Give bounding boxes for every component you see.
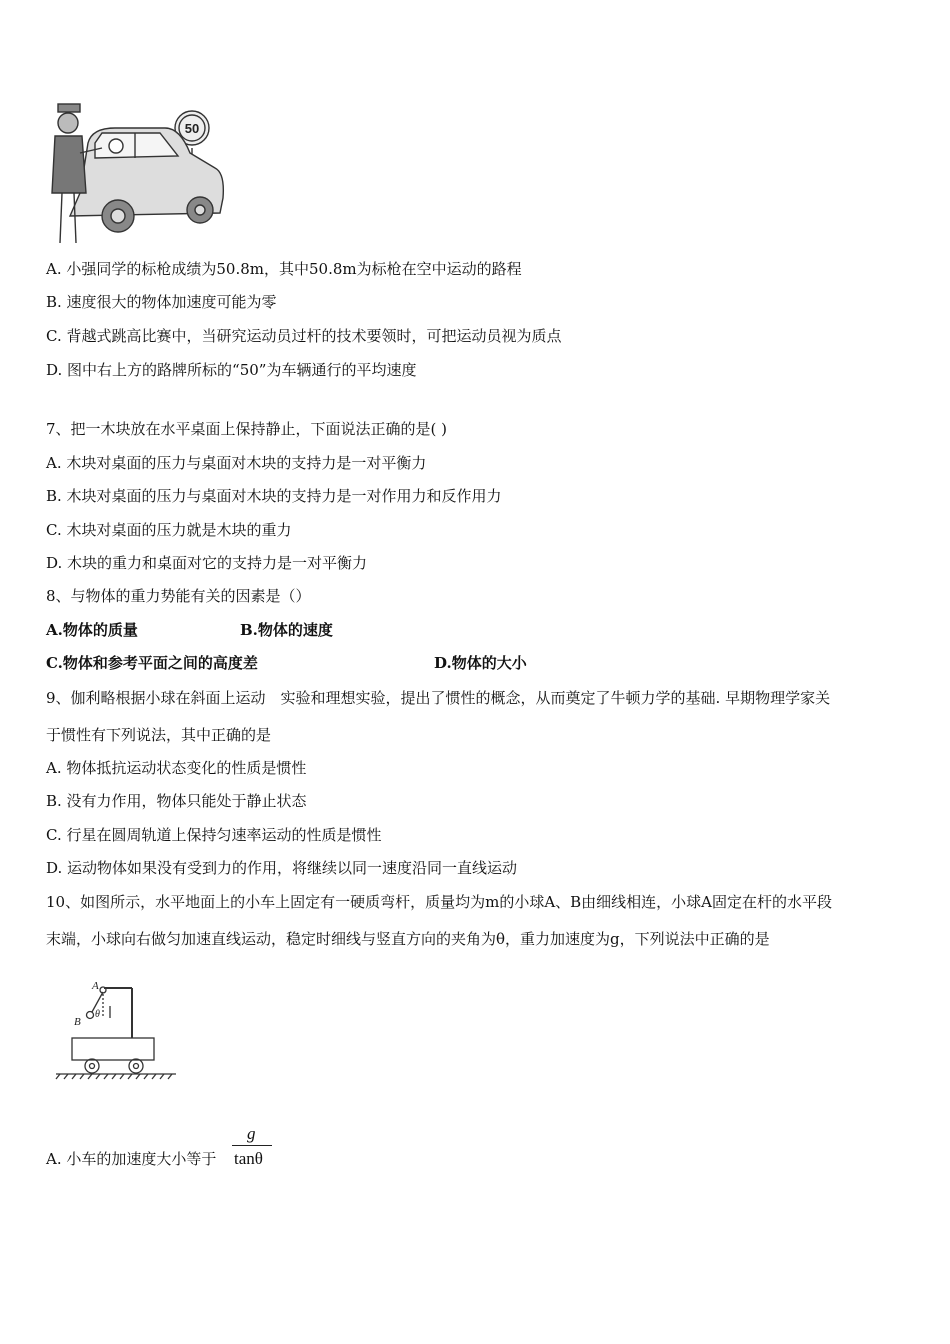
label-ball-b: B: [74, 1016, 81, 1028]
q9-option-b: B. 没有力作用，物体只能处于静止状态: [46, 792, 307, 810]
q7-option-d: D. 木块的重力和桌面对它的支持力是一对平衡力: [46, 554, 368, 572]
q8-option-d: D.物体的大小: [434, 654, 527, 672]
q6-option-b: B. 速度很大的物体加速度可能为零: [46, 293, 277, 311]
speed-sign-number: 50: [184, 121, 200, 136]
q7-stem: 7、把一木块放在水平桌面上保持静止，下面说法正确的是( ): [46, 420, 448, 438]
q7-option-c: C. 木块对桌面的压力就是木块的重力: [46, 521, 292, 539]
label-theta: θ: [95, 1009, 100, 1020]
q6-option-c: C. 背越式跳高比赛中，当研究运动员过杆的技术要领时，可把运动员视为质点: [46, 327, 562, 345]
q9-stem-line1: 9、伽利略根据小球在斜面上运动 实验和理想实验，提出了惯性的概念，从而奠定了牛顿力学的基础. 早期物理学家关: [46, 689, 831, 707]
fraction-numerator: g: [247, 1124, 256, 1143]
cart-rod-figure: [52, 978, 182, 1084]
q7-option-b: B. 木块对桌面的压力与桌面对木块的支持力是一对作用力和反作用力: [46, 487, 502, 505]
car-police-illustration: [40, 98, 230, 248]
q9-option-a: A. 物体抵抗运动状态变化的性质是惯性: [46, 759, 307, 777]
q6-option-a: A. 小强同学的标枪成绩为50.8m，其中50.8m为标枪在空中运动的路程: [46, 260, 522, 278]
q9-option-d: D. 运动物体如果没有受到力的作用，将继续以同一速度沿同一直线运动: [46, 859, 518, 877]
label-ball-a: A: [92, 980, 99, 992]
q7-option-a: A. 木块对桌面的压力与桌面对木块的支持力是一对平衡力: [46, 454, 427, 472]
q8-option-a: A.物体的质量: [46, 621, 138, 639]
q10-stem-line2: 末端，小球向右做匀加速直线运动，稳定时细线与竖直方向的夹角为θ，重力加速度为g，下列说法中正确的是: [46, 930, 770, 948]
fraction-denominator: tanθ: [234, 1149, 263, 1168]
q6-option-d: D. 图中右上方的路牌所标的“50”为车辆通行的平均速度: [46, 361, 417, 379]
q10-stem-line1: 10、如图所示，水平地面上的小车上固定有一硬质弯杆，质量均为m的小球A、B由细线相连，小球A固定在杆的水平段: [46, 893, 833, 911]
q9-option-c: C. 行星在圆周轨道上保持匀速率运动的性质是惯性: [46, 826, 382, 844]
q8-stem: 8、与物体的重力势能有关的因素是（）: [46, 587, 311, 605]
q8-option-b: B.物体的速度: [240, 621, 333, 639]
q9-stem-line2: 于惯性有下列说法，其中正确的是: [46, 726, 272, 744]
fraction-bar: [232, 1145, 272, 1146]
q8-option-c: C.物体和参考平面之间的高度差: [46, 654, 258, 672]
q10-option-a: A. 小车的加速度大小等于: [46, 1150, 217, 1168]
